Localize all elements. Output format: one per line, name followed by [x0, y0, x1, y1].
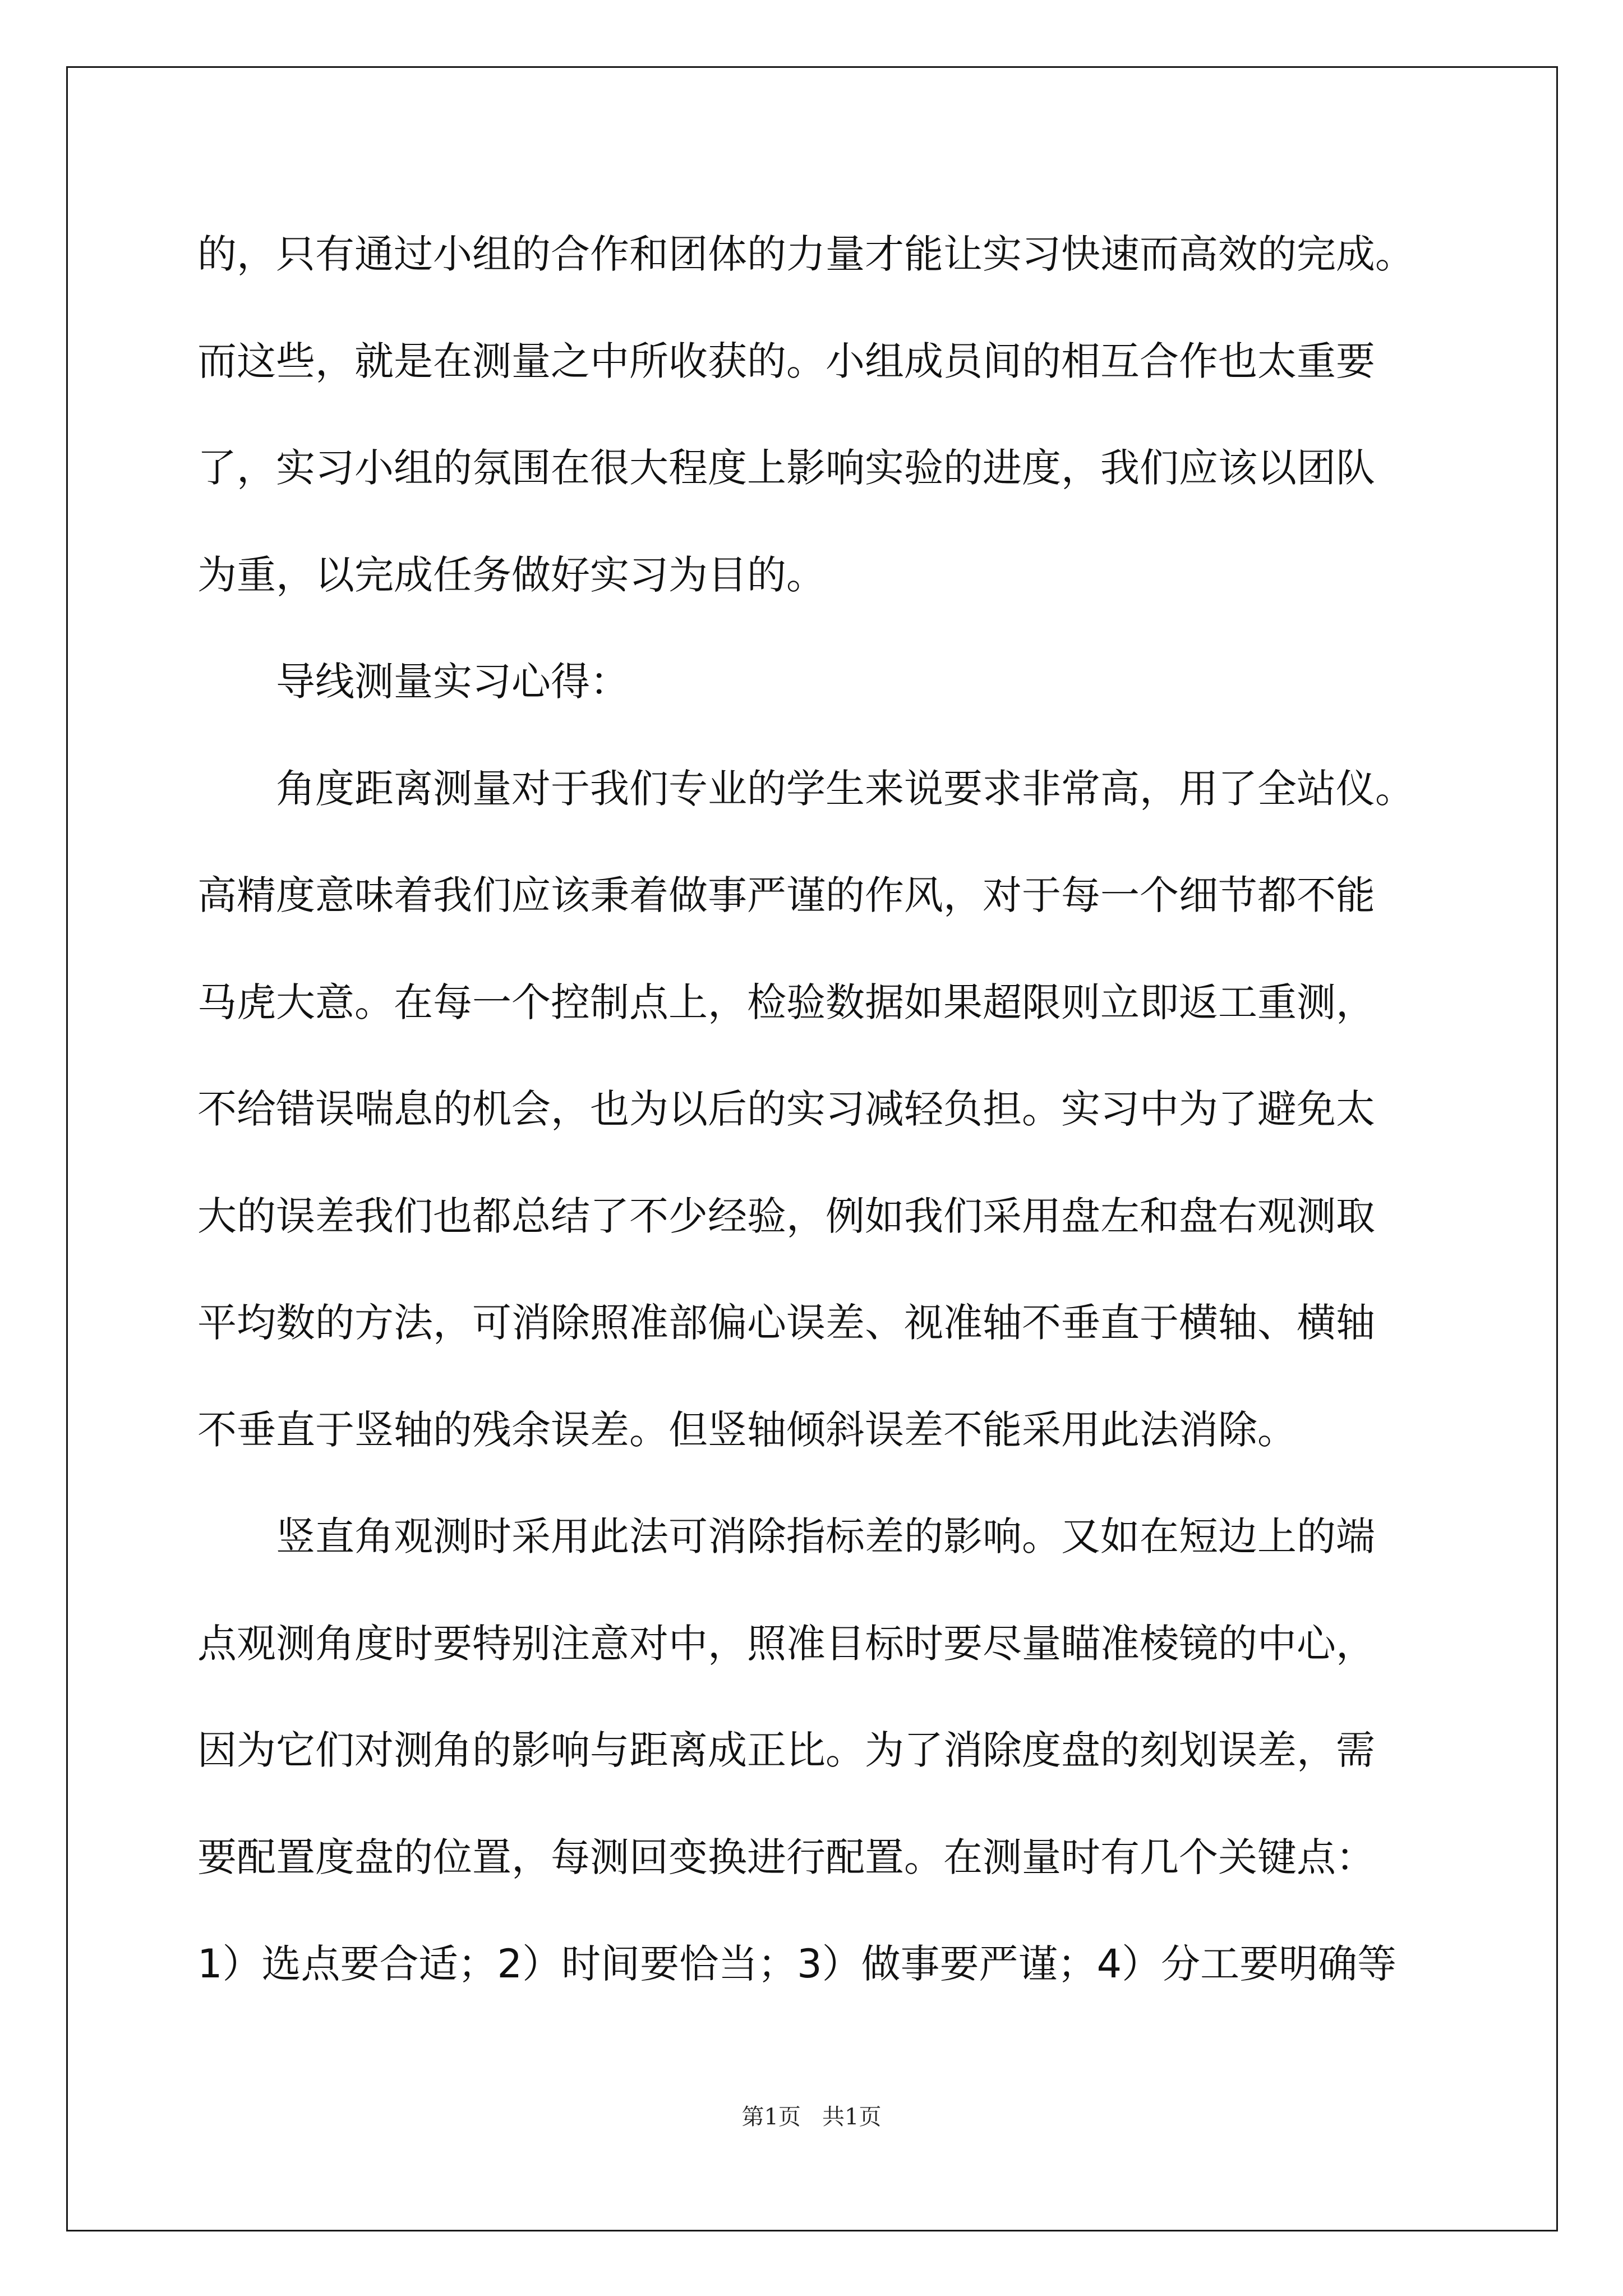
- text-line: 而这些，就是在测量之中所收获的。小组成员间的相互合作也太重要: [197, 338, 1375, 384]
- text-line: 了，实习小组的氛围在很大程度上影响实验的进度，我们应该以团队: [197, 445, 1375, 491]
- text-line: 高精度意味着我们应该秉着做事严谨的作风，对于每一个细节都不能: [197, 872, 1375, 918]
- text-line: 1）选点要合适；2）时间要恰当；3）做事要严谨；4）分工要明确等: [197, 1941, 1397, 1987]
- text-line: 的，只有通过小组的合作和团体的力量才能让实习快速而高效的完成。: [197, 231, 1414, 277]
- text-line: 因为它们对测角的影响与距离成正比。为了消除度盘的刻划误差，需: [197, 1727, 1375, 1773]
- text-line: 大的误差我们也都总结了不少经验，例如我们采用盘左和盘右观测取: [197, 1193, 1375, 1239]
- text-line: 平均数的方法，可消除照准部偏心误差、视准轴不垂直于横轴、横轴: [197, 1300, 1375, 1346]
- text-line: 要配置度盘的位置，每测回变换进行配置。在测量时有几个关键点：: [197, 1834, 1375, 1880]
- text-line: 点观测角度时要特别注意对中，照准目标时要尽量瞄准棱镜的中心，: [197, 1620, 1375, 1667]
- text-line: 不垂直于竖轴的残余误差。但竖轴倾斜误差不能采用此法消除。: [197, 1406, 1297, 1453]
- text-line: 角度距离测量对于我们专业的学生来说要求非常高，用了全站仪。: [197, 765, 1414, 812]
- document-body: [197, 201, 1442, 2018]
- section-heading: 导线测量实习心得：: [197, 659, 629, 705]
- page-footer: 第1页 共1页: [741, 2104, 882, 2130]
- text-line: 为重，以完成任务做好实习为目的。: [197, 551, 826, 598]
- text-line: 竖直角观测时采用此法可消除指标差的影响。又如在短边上的端: [197, 1513, 1375, 1559]
- text-line: 不给错误喘息的机会，也为以后的实习减轻负担。实习中为了避免太: [197, 1086, 1375, 1132]
- text-line: 马虎大意。在每一个控制点上，检验数据如果超限则立即返工重测，: [197, 979, 1375, 1025]
